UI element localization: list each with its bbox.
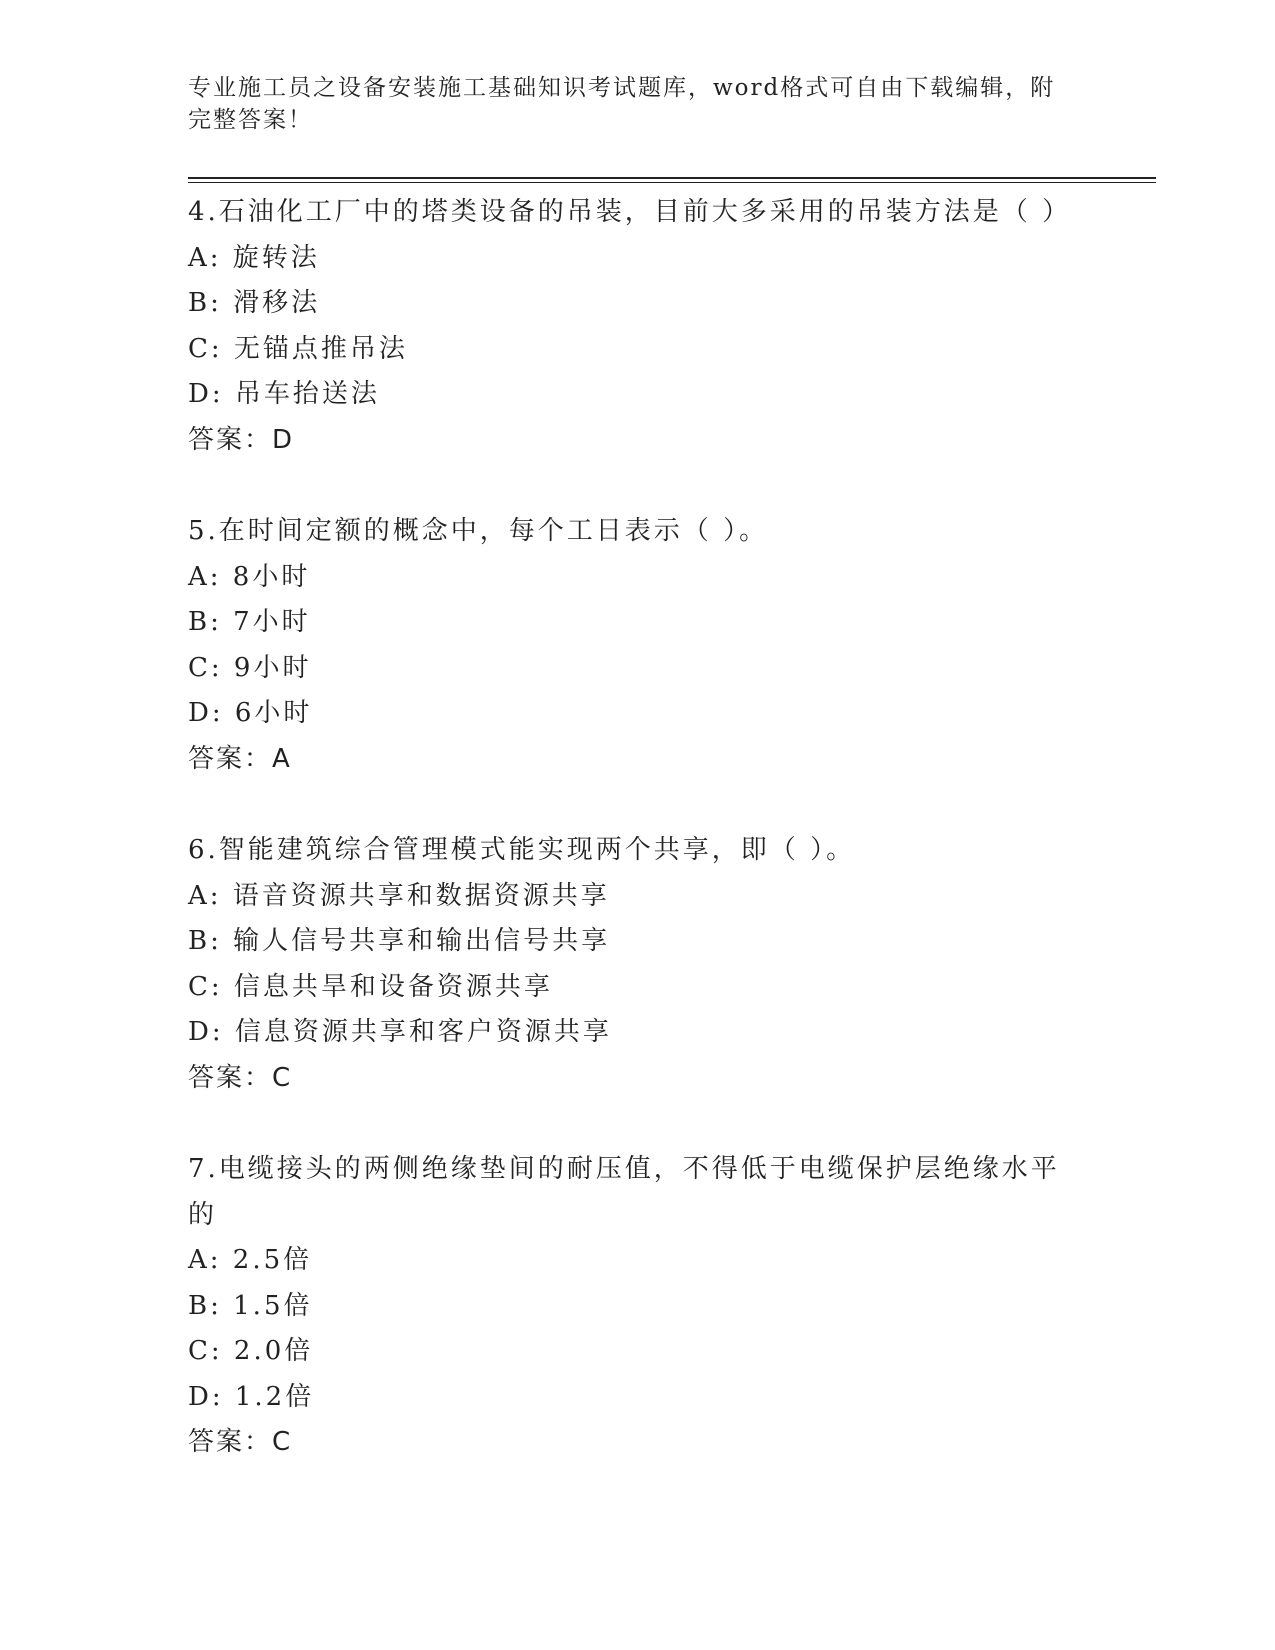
option-d: D: 1.2倍 <box>188 1381 315 1412</box>
option-a: A: 8小时 <box>188 561 311 592</box>
question-stem: 6.智能建筑综合管理模式能实现两个共享，即（ ）。 <box>188 835 856 865</box>
question-4 <box>188 190 1088 463</box>
option-c: C: 2.0倍 <box>188 1336 314 1366</box>
question-5 <box>188 509 1088 782</box>
answer: 答案：C <box>188 1062 293 1093</box>
question-stem: 7.电缆接头的两侧绝缘垫间的耐压值，不得低于电缆保护层绝缘水平的 <box>188 1154 1060 1230</box>
option-b: B: 7小时 <box>188 607 311 637</box>
header-divider <box>188 177 1156 179</box>
option-d: D: 信息资源共享和客户资源共享 <box>188 1017 612 1047</box>
option-d: D: 6小时 <box>188 698 313 728</box>
option-a: A: 旋转法 <box>188 242 320 273</box>
answer: 答案：D <box>188 424 295 455</box>
option-b: B: 1.5倍 <box>188 1290 313 1321</box>
question-stem: 4.石油化工厂中的塔类设备的吊装，目前大多采用的吊装方法是（ ） <box>188 197 1072 227</box>
option-c: C: 信息共旱和设备资源共享 <box>188 971 553 1002</box>
header-divider-thin <box>188 182 1156 183</box>
question-list <box>188 190 1088 1512</box>
option-c: C: 9小时 <box>188 652 312 683</box>
question-7 <box>188 1147 1088 1466</box>
option-d: D: 吊车抬送法 <box>188 379 380 409</box>
option-c: C: 无锚点推吊法 <box>188 333 408 364</box>
document-intro: 专业施工员之设备安装施工基础知识考试题库，word格式可自由下载编辑，附完整答案！ <box>188 75 1056 133</box>
option-b: B: 滑移法 <box>188 288 321 318</box>
answer: 答案：A <box>188 743 292 774</box>
question-stem: 5.在时间定额的概念中，每个工日表示（ ）。 <box>188 516 769 546</box>
option-b: B: 输人信号共享和输出信号共享 <box>188 926 611 956</box>
answer: 答案：C <box>188 1427 293 1457</box>
option-a: A: 语音资源共享和数据资源共享 <box>188 880 610 911</box>
question-6 <box>188 828 1088 1101</box>
option-a: A: 2.5倍 <box>188 1245 313 1275</box>
